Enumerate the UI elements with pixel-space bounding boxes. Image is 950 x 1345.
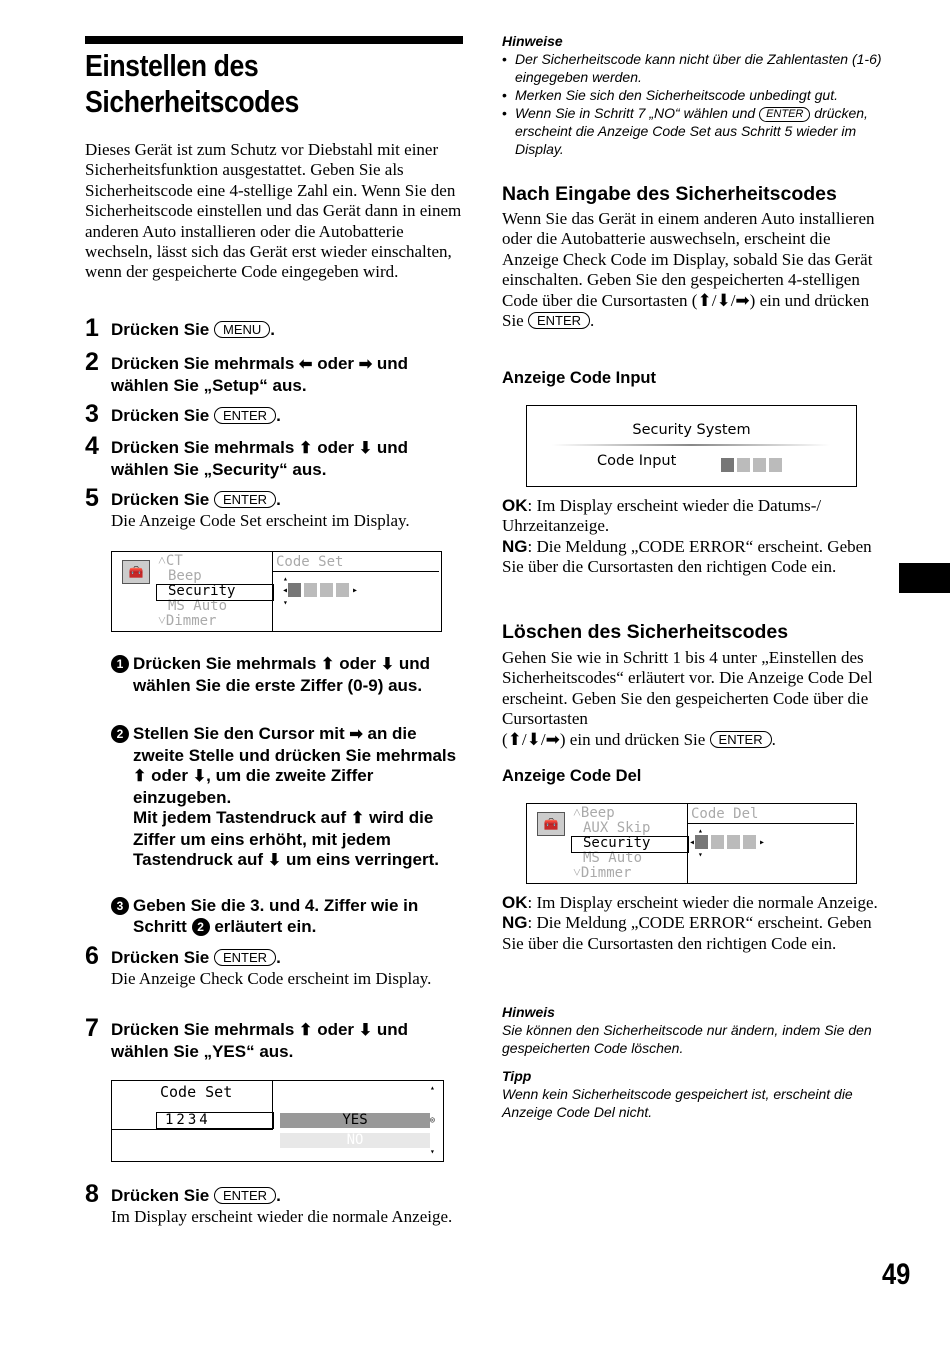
section-text-loeschen: Gehen Sie wie in Schritt 1 bis 4 unter „Einstellen des Sicherheitscodes“ erläutert vor. Die Anzeige Code Del erscheint. Geben Sie den gespeicherten Code über die Cursortasten (⬆/⬇/➡) ein und drücken Sie ENTER .: [502, 648, 873, 749]
right-arrow-icon: ➡: [545, 729, 560, 749]
step-6: 6 Drücken Sie ENTER . Die Anzeige Check Code erscheint im Display.: [85, 942, 432, 988]
notes-block: Hinweise • Der Sicherheitscode kann nicht über die Zahlentasten (1-6) eingegeben werden. • Merken Sie sich den Sicherheitscode unbedingt gut. • Wenn Sie in Schritt 7 „NO“ wählen und ENTER drücken, erscheint die Anzeige Code Set aus Schritt 5 wieder im Display.: [502, 32, 892, 158]
ok-ng-text-1: OK: Im Display erscheint wieder die Datums-/ Uhrzeitanzeige. NG: Die Meldung „CODE ERROR“ erscheint. Geben Sie über die Cursortasten den richtigen Code ein.: [502, 496, 872, 577]
step-7: 7 Drücken Sie mehrmals ⬆ oder ⬇ und wählen Sie „YES“ aus.: [85, 1014, 409, 1061]
enter-key: ENTER: [214, 949, 276, 966]
down-arrow-icon: ⬇: [267, 852, 282, 869]
hinweis-block: Hinweis Sie können den Sicherheitscode nur ändern, indem Sie den gespeicherten Code löschen.: [502, 1004, 872, 1056]
down-arrow-icon: ⬇: [716, 290, 731, 310]
down-arrow-icon: ⬇: [192, 768, 207, 785]
up-arrow-icon: ⬆: [299, 1022, 313, 1039]
section-title-loeschen: Löschen des Sicherheitscodes: [502, 621, 789, 643]
title-rule: [85, 36, 463, 44]
display-code-input: Security System Code Input: [526, 405, 857, 487]
right-arrow-icon: ➡: [349, 726, 363, 743]
step-8: 8 Drücken Sie ENTER . Im Display erscheint wieder die normale Anzeige.: [85, 1180, 453, 1226]
toolbox-icon: 🧰: [122, 560, 150, 584]
substep-1: 1 Drücken Sie mehrmals ⬆ oder ⬇ und wählen Sie die erste Ziffer (0-9) aus.: [111, 654, 471, 696]
display-code-set: 🧰 ˄CT Beep Security MS Auto ˅Dimmer Code Set ◂ ▸ ▴ ▾: [111, 551, 442, 632]
down-arrow-icon: ⬇: [380, 656, 395, 673]
up-arrow-icon: ⬆: [321, 656, 335, 673]
intro-text: Dieses Gerät ist zum Schutz vor Diebstahl mit einer Sicherheitsfunktion ausgestattet. Geben Sie als Sicherheitscode eine 4-stellige Zahl ein. Wenn Sie den Sicherheitscode einstellen und das Gerät dann in einem anderen Auto installieren oder die Autobatterie wechseln, lässt sich das Gerät erst wieder einschalten, wenn der gespeicherte Code eingegeben wird.: [85, 140, 462, 282]
subheading-code-input: Anzeige Code Input: [502, 369, 656, 387]
substep-3: 3 Geben Sie die 3. und 4. Ziffer wie in Schritt 2 erläutert ein.: [111, 896, 471, 937]
up-arrow-icon: ⬆: [350, 810, 365, 827]
enter-key: ENTER: [214, 407, 276, 424]
right-arrow-icon: ➡: [358, 356, 373, 373]
chapter-tab: [899, 563, 950, 593]
ok-ng-text-2: OK: Im Display erscheint wieder die normale Anzeige. NG: Die Meldung „CODE ERROR“ erscheint. Geben Sie über die Cursortasten den richtigen Code ein.: [502, 893, 878, 953]
substep-2: 2 Stellen Sie den Cursor mit ➡ an die zweite Stelle und drücken Sie mehrmals ⬆ oder ⬇, um die zweite Ziffer einzugeben. Mit jedem Tastendruck auf ⬆ wird die Ziffer um eins erhöht, mit jedem Tastendruck auf ⬇ um eins verringert.: [111, 724, 471, 872]
left-arrow-icon: ⬅: [299, 356, 313, 373]
enter-key: ENTER: [214, 1187, 276, 1204]
down-arrow-icon: ⬇: [358, 440, 373, 457]
section-title-nach-eingabe: Nach Eingabe des Sicherheitscodes: [502, 183, 837, 205]
page-title: Einstellen des Sicherheitscodes: [85, 48, 299, 119]
right-arrow-icon: ➡: [735, 290, 750, 310]
enter-key: ENTER: [710, 731, 772, 748]
down-arrow-icon: ⬇: [358, 1022, 373, 1039]
section-text-nach-eingabe: Wenn Sie das Gerät in einem anderen Auto installieren oder die Autobatterie auswechseln, erscheint die Anzeige Check Code im Display, sobald Sie das Gerät einschalten. Geben Sie den gespeicherten 4-stelligen Code über die Cursortasten (⬆/⬇/➡) ein und drücken Sie ENTER .: [502, 209, 875, 331]
subheading-code-del: Anzeige Code Del: [502, 767, 642, 785]
step-5: 5 Drücken Sie ENTER . Die Anzeige Code Set erscheint im Display.: [85, 484, 410, 530]
up-arrow-icon: ⬆: [299, 440, 313, 457]
toolbox-icon: 🧰: [537, 812, 565, 836]
display-code-set-yes: Code Set 1234 YES NO ▴ ◎ ▾: [111, 1080, 444, 1162]
tipp-block: Tipp Wenn kein Sicherheitscode gespeichert ist, erscheint die Anzeige Code Del nicht.: [502, 1068, 853, 1120]
page-number: 49: [882, 1258, 911, 1291]
display-code-del: 🧰 ˄Beep AUX Skip Security MS Auto ˅Dimmer Code Del ◂ ▸ ▴ ▾: [526, 803, 857, 884]
menu-key: MENU: [214, 321, 270, 338]
up-arrow-icon: ⬆: [697, 290, 712, 310]
up-arrow-icon: ⬆: [507, 729, 522, 749]
step-4: 4 Drücken Sie mehrmals ⬆ oder ⬇ und wählen Sie „Security“ aus.: [85, 432, 409, 479]
step-2: 2 Drücken Sie mehrmals ⬅ oder ➡ und wählen Sie „Setup“ aus.: [85, 348, 409, 395]
step-1: 1 Drücken Sie MENU .: [85, 314, 276, 342]
enter-key: ENTER: [528, 312, 590, 329]
step-3: 3 Drücken Sie ENTER .: [85, 400, 281, 428]
enter-key: ENTER: [214, 491, 276, 508]
enter-key: ENTER: [759, 107, 810, 122]
up-arrow-icon: ⬆: [133, 768, 147, 785]
down-arrow-icon: ⬇: [526, 729, 541, 749]
